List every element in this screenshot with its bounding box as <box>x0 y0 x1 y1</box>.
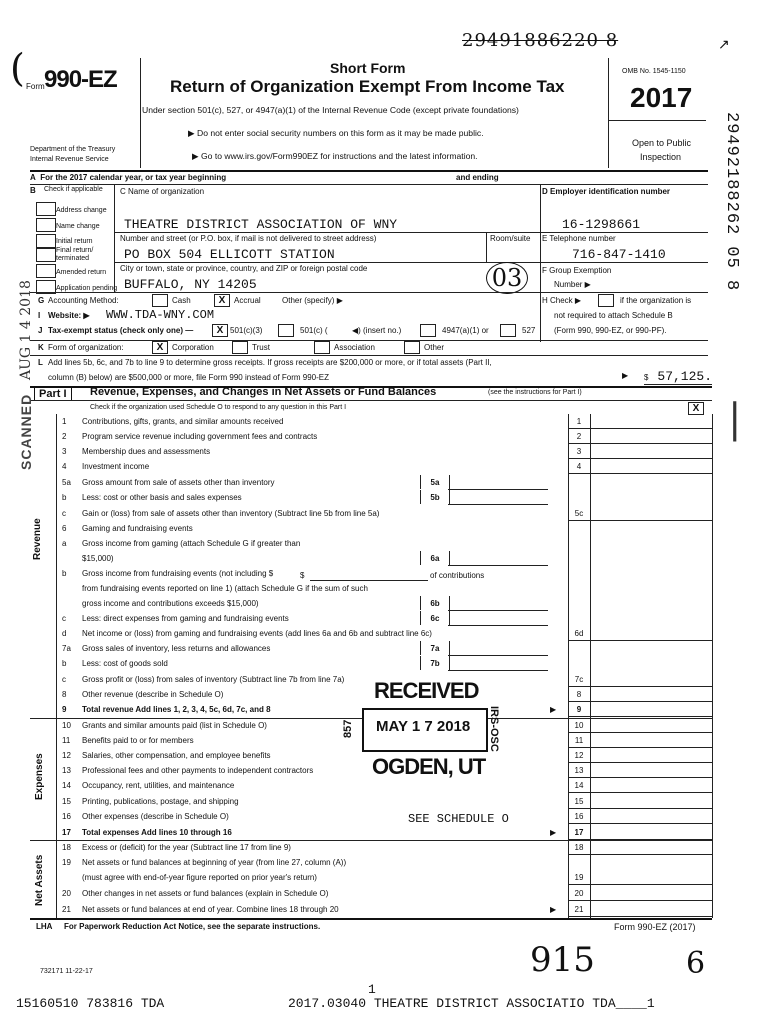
line-description: Gross amount from sale of assets other than inventory <box>82 478 275 487</box>
checkbox-initial-return[interactable] <box>36 234 56 248</box>
l-text-1: Add lines 5b, 6c, and 7b to line 9 to determine gross receipts. If gross receipts are $200,000 or more, or if total assets (Part II, <box>48 358 492 367</box>
of-contributions: of contributions <box>430 571 485 580</box>
stamp-received: RECEIVED <box>374 678 479 703</box>
note-url-text: Go to www.irs.gov/Form990EZ for instructions and the latest information. <box>201 151 478 161</box>
part1-title: Revenue, Expenses, and Changes in Net Assets or Fund Balances <box>90 386 437 398</box>
line-description: gross income and contributions exceeds $15,000) <box>82 599 259 608</box>
check-if-applicable: Check if applicable <box>44 186 103 193</box>
line-box-number: 6d <box>574 629 584 638</box>
checkbox-cash[interactable] <box>152 294 168 307</box>
arrow-mark-icon: ↗ <box>718 36 730 52</box>
other-specify-label: Other (specify) ▶ <box>282 296 343 305</box>
line-box-number: 8 <box>576 690 582 699</box>
row-divider <box>568 823 712 824</box>
form-word: Form <box>26 82 45 91</box>
schedule-o-check-text: Check if the organization used Schedule O to respond to any question in this Part I <box>90 404 347 411</box>
accounting-method-label: Accounting Method: <box>48 296 119 305</box>
line-number: 9 <box>62 705 67 714</box>
line-description: Net income or (loss) from gaming and fundraising events (add lines 6a and 6b and subtract line 6c) <box>82 629 432 638</box>
arrow-icon: ▶ <box>550 905 557 914</box>
4947-label: 4947(a)(1) or <box>442 326 489 335</box>
revenue-label: Revenue <box>32 518 43 560</box>
form-number: 990-EZ <box>44 66 117 93</box>
row-divider <box>568 900 712 901</box>
l-dollar: $ <box>644 373 649 382</box>
line-box-number: 11 <box>574 736 584 745</box>
website-label: Website: ▶ <box>48 311 90 320</box>
handwritten-03: 03 <box>486 262 528 294</box>
cash-label: Cash <box>172 296 191 305</box>
part1-title-note: (see the instructions for Part I) <box>488 389 582 396</box>
sub-box-field[interactable] <box>448 611 548 626</box>
line-g: G <box>38 296 45 305</box>
scanned-stamp: SCANNED <box>18 393 34 470</box>
fundraising-dollar: $ <box>300 571 305 580</box>
and-ending: and ending <box>456 173 499 182</box>
line-description: Gross income from fundraising events (not including $ <box>82 569 274 578</box>
line-number: 3 <box>62 447 67 456</box>
stamp-left-code: 857 <box>342 719 354 738</box>
dept-irs: Internal Revenue Service <box>30 156 109 163</box>
line-number: b <box>62 569 67 578</box>
name-change-label: Name change <box>56 223 100 230</box>
line-number: 6 <box>62 524 67 533</box>
line-box-number: 4 <box>576 462 582 471</box>
row-divider <box>568 762 712 763</box>
see-schedule-o: SEE SCHEDULE O <box>408 812 509 826</box>
line-number: 18 <box>62 843 71 852</box>
h-check-label: H Check ▶ <box>542 296 582 305</box>
row-divider <box>568 473 712 474</box>
room-label: Room/suite <box>490 234 531 243</box>
row-divider <box>568 701 712 702</box>
sub-box-field[interactable] <box>448 596 548 611</box>
expenses-label: Expenses <box>34 753 45 800</box>
received-stamp <box>344 676 504 788</box>
line-description: Salaries, other compensation, and employee benefits <box>82 751 271 760</box>
line-description: Membership dues and assessments <box>82 447 211 456</box>
line-number: c <box>62 509 66 518</box>
line-number: 17 <box>62 828 71 837</box>
h-text-4: (Form 990, 990-EZ, or 990-PF). <box>554 326 667 335</box>
sub-box-label: 6c <box>420 611 450 625</box>
line-description: Investment income <box>82 462 150 471</box>
association-label: Association <box>334 343 375 352</box>
line-description: Gross profit or (loss) from sales of inventory (Subtract line 7b from line 7a) <box>82 675 345 684</box>
org-name: THEATRE DISTRICT ASSOCIATION OF WNY <box>124 217 398 232</box>
sub-box-label: 6b <box>420 596 450 610</box>
line-number: 10 <box>62 721 71 730</box>
row-divider <box>568 808 712 809</box>
phone-value: 716-847-1410 <box>572 247 666 262</box>
bottom-right-code: 2017.03040 THEATRE DISTRICT ASSOCIATIO TDA____1 <box>288 996 655 1011</box>
scan-date: AUG 1 4 2018 <box>18 280 34 380</box>
line-description: Contributions, gifts, grants, and similar amounts received <box>82 417 284 426</box>
net-assets-label: Net Assets <box>34 854 45 906</box>
line-number: 15 <box>62 797 71 806</box>
checkbox-527[interactable] <box>500 324 516 337</box>
line-number: 8 <box>62 690 67 699</box>
line-number: 16 <box>62 812 71 821</box>
line-box-number: 16 <box>574 812 584 821</box>
row-divider <box>568 792 712 793</box>
arrow-icon: ▶ <box>550 828 557 837</box>
group-exemption-label: F Group Exemption <box>542 266 612 275</box>
line-description: Printing, publications, postage, and shipping <box>82 797 239 806</box>
line-box-number: 5c <box>574 509 584 518</box>
row-divider <box>568 716 712 717</box>
sub-box-field[interactable] <box>448 490 548 505</box>
checkbox-corporation[interactable]: X <box>152 341 168 354</box>
form-ref: Form 990-EZ (2017) <box>614 922 696 932</box>
dept-treasury: Department of the Treasury <box>30 146 116 153</box>
row-divider <box>568 839 712 840</box>
line-number: 2 <box>62 432 67 441</box>
line-description: Other expenses (describe in Schedule O) <box>82 812 229 821</box>
line-description: Less: direct expenses from gaming and fundraising events <box>82 614 289 623</box>
line-number: d <box>62 629 67 638</box>
line-j: J <box>38 326 43 335</box>
street-value: PO BOX 504 ELLICOTT STATION <box>124 247 335 262</box>
stamp-right-code: IRS-OSC <box>488 706 500 752</box>
other-org-label: Other <box>424 343 445 352</box>
tax-year: 2017 <box>630 82 693 113</box>
line-box-number: 13 <box>574 766 584 775</box>
line-description: Gross sales of inventory, less returns and allowances <box>82 644 271 653</box>
line-number: 4 <box>62 462 67 471</box>
accrual-label: Accrual <box>234 296 261 305</box>
line-box-number: 14 <box>574 781 584 790</box>
line-description: Program service revenue including government fees and contracts <box>82 432 318 441</box>
row-divider <box>568 854 712 855</box>
line-box-number: 9 <box>576 705 582 714</box>
ein-label: D Employer identification number <box>542 187 671 196</box>
trust-label: Trust <box>252 343 270 352</box>
row-divider <box>568 520 712 521</box>
sub-box-field[interactable] <box>448 641 548 656</box>
line-box-number: 18 <box>574 843 584 852</box>
dln-top: 29491886220 8 <box>462 30 619 51</box>
row-divider <box>568 428 712 429</box>
row-divider <box>568 777 712 778</box>
line-box-number: 1 <box>576 417 582 426</box>
line-i: I <box>38 311 41 320</box>
name-label: C Name of organization <box>120 187 205 196</box>
checkbox-schedule-o[interactable]: X <box>688 402 704 415</box>
subtitle: Under section 501(c), 527, or 4947(a)(1) of the Internal Revenue Code (except private foundations) <box>142 105 519 115</box>
handwritten-915: 915 <box>530 940 595 980</box>
title-short: Short Form <box>330 60 406 76</box>
bottom-left-code: 15160510 783816 TDA <box>16 996 165 1011</box>
sub-box-field[interactable] <box>448 475 548 490</box>
note-url: ▶ Go to www.irs.gov/Form990EZ for instructions and the latest information. <box>192 151 478 161</box>
checkbox-501c3[interactable]: X <box>212 324 228 337</box>
h-text-3: not required to attach Schedule B <box>554 311 673 320</box>
application-pending-label: Application pending <box>56 285 118 292</box>
website-value: WWW.TDA-WNY.COM <box>106 308 215 322</box>
line-description: Excess or (deficit) for the year (Subtract line 17 from line 9) <box>82 843 291 852</box>
line-number: 20 <box>62 889 71 898</box>
row-divider <box>568 747 712 748</box>
line-number: 5a <box>62 478 71 487</box>
line-description: (must agree with end-of-year figure reported on prior year's return) <box>82 873 317 882</box>
line-box-number: 12 <box>574 751 584 760</box>
line-number: 12 <box>62 751 71 760</box>
checkbox-amended-return[interactable] <box>36 264 56 278</box>
checkbox-501c-other[interactable] <box>278 324 294 337</box>
line-number: b <box>62 493 67 502</box>
line-l: L <box>38 358 43 367</box>
line-box-number: 20 <box>574 889 584 898</box>
line-description: Net assets or fund balances at beginning of year (from line 27, column (A)) <box>82 858 347 867</box>
l-amount: 57,125. <box>657 369 712 384</box>
form-of-org-label: Form of organization: <box>48 343 124 352</box>
line-description: Total expenses Add lines 10 through 16 <box>82 828 232 837</box>
stamp-city: OGDEN, UT <box>372 754 486 779</box>
line-description: Benefits paid to or for members <box>82 736 194 745</box>
row-divider <box>568 732 712 733</box>
phone-label: E Telephone number <box>542 234 616 243</box>
corporation-label: Corporation <box>172 343 214 352</box>
sub-box-label: 6a <box>420 551 450 565</box>
checkbox-final-return[interactable] <box>36 248 56 262</box>
right-margin-mark: | <box>728 396 742 442</box>
note-ssn: ▶ Do not enter social security numbers on this form as it may be made public. <box>188 128 484 138</box>
row-divider <box>568 916 712 917</box>
line-number: c <box>62 675 66 684</box>
sub-box-label: 7a <box>420 641 450 655</box>
line-number: 1 <box>62 417 67 426</box>
line-description: Occupancy, rent, utilities, and maintenance <box>82 781 235 790</box>
title-main: Return of Organization Exempt From Income Tax <box>170 77 565 96</box>
line-box-number: 19 <box>574 873 584 882</box>
line-b: B <box>30 186 36 195</box>
line-description: from fundraising events reported on line 1) (attach Schedule G if the sum of such <box>82 584 368 593</box>
lha-label: LHA <box>36 922 53 931</box>
line-description: Gaming and fundraising events <box>82 524 193 533</box>
line-box-number: 17 <box>574 828 584 837</box>
handwritten-6: 6 <box>686 946 706 981</box>
checkbox-name-change[interactable] <box>36 218 56 232</box>
line-number: 7a <box>62 644 71 653</box>
page-number: 1 <box>368 982 376 997</box>
row-divider <box>568 686 712 687</box>
city-value: BUFFALO, NY 14205 <box>124 277 257 292</box>
handwritten-bracket-icon: ( <box>10 46 25 90</box>
sub-box-label: 7b <box>420 656 450 670</box>
row-divider <box>568 884 712 885</box>
note-ssn-text: Do not enter social security numbers on this form as it may be made public. <box>197 128 484 138</box>
sub-box-field[interactable] <box>448 551 548 566</box>
checkbox-other-org[interactable] <box>404 341 420 354</box>
stamp-date: MAY 1 7 2018 <box>376 718 471 735</box>
checkbox-accrual[interactable]: X <box>214 294 230 307</box>
line-number: b <box>62 659 67 668</box>
line-description: Less: cost of goods sold <box>82 659 168 668</box>
line-number: 19 <box>62 858 71 867</box>
l-arrow-icon: ▶ <box>622 371 629 380</box>
line-description: Other revenue (describe in Schedule O) <box>82 690 224 699</box>
row-divider <box>568 458 712 459</box>
row-divider <box>568 640 712 641</box>
street-label: Number and street (or P.O. box, if mail is not delivered to street address) <box>120 234 377 243</box>
501c3-label: 501(c)(3) <box>230 326 263 335</box>
line-box-number: 2 <box>576 432 582 441</box>
amended-return-label: Amended return <box>56 269 107 276</box>
form-code: 732171 11-22-17 <box>40 968 93 975</box>
line-number: 21 <box>62 905 71 914</box>
l-text-2: column (B) below) are $500,000 or more, file Form 990 instead of Form 990-EZ <box>48 373 330 382</box>
line-description: Other changes in net assets or fund balances (explain in Schedule O) <box>82 889 329 898</box>
line-description: Professional fees and other payments to independent contractors <box>82 766 314 775</box>
501c-other-label: 501(c) ( <box>300 326 328 335</box>
omb-number: OMB No. 1545-1150 <box>622 68 686 75</box>
row-divider <box>568 443 712 444</box>
line-description: Gain or (loss) from sale of assets other than inventory (Subtract line 5b from line 5a) <box>82 509 380 518</box>
line-a: A For the 2017 calendar year, or tax year beginning <box>30 173 227 182</box>
group-number-label: Number ▶ <box>554 280 591 289</box>
line-number: 14 <box>62 781 71 790</box>
line-description: Net assets or fund balances at end of year. Combine lines 18 through 20 <box>82 905 339 914</box>
sub-box-label: 5a <box>420 475 450 489</box>
line-number: a <box>62 539 67 548</box>
line-box-number: 3 <box>576 447 582 456</box>
checkbox-4947[interactable] <box>420 324 436 337</box>
checkbox-trust[interactable] <box>232 341 248 354</box>
open-inspection: Inspection <box>640 152 682 162</box>
city-label: City or town, state or province, country, and ZIP or foreign postal code <box>120 264 368 273</box>
checkbox-association[interactable] <box>314 341 330 354</box>
h-text-2: if the organization is <box>620 296 692 305</box>
tax-exempt-label: Tax-exempt status (check only one) — <box>48 326 194 335</box>
open-public: Open to Public <box>632 138 692 148</box>
line-description: Grants and similar amounts paid (list in Schedule O) <box>82 721 267 730</box>
line-description: Less: cost or other basis and sales expenses <box>82 493 242 502</box>
line-description: Gross income from gaming (attach Schedule G if greater than <box>82 539 301 548</box>
line-number: c <box>62 614 66 623</box>
initial-return-label: Initial return <box>56 238 93 245</box>
address-change-label: Address change <box>56 207 107 214</box>
checkbox-address-change[interactable] <box>36 202 56 216</box>
line-description: $15,000) <box>82 554 114 563</box>
line-box-number: 21 <box>574 905 584 914</box>
line-box-number: 7c <box>574 675 584 684</box>
insert-no-label: ◀) (insert no.) <box>352 326 402 335</box>
side-dln: 29492188262 05 8 <box>722 112 741 292</box>
line-description: Total revenue Add lines 1, 2, 3, 4, 5c, 6d, 7c, and 8 <box>82 705 271 714</box>
line-number: 11 <box>62 736 71 745</box>
final-return-label: Final return/ terminated <box>56 247 94 262</box>
line-k: K <box>38 343 44 352</box>
part1-label: Part I <box>34 387 72 401</box>
paperwork-notice: For Paperwork Reduction Act Notice, see the separate instructions. <box>64 922 321 931</box>
line-box-number: 15 <box>574 797 584 806</box>
sub-box-label: 5b <box>420 490 450 504</box>
sub-box-field[interactable] <box>448 656 548 671</box>
checkbox-schedule-b[interactable] <box>598 294 614 307</box>
arrow-icon: ▶ <box>550 705 557 714</box>
line-number: 13 <box>62 766 71 775</box>
line-box-number: 10 <box>574 721 584 730</box>
ein-value: 16-1298661 <box>562 217 641 232</box>
527-label: 527 <box>522 326 536 335</box>
